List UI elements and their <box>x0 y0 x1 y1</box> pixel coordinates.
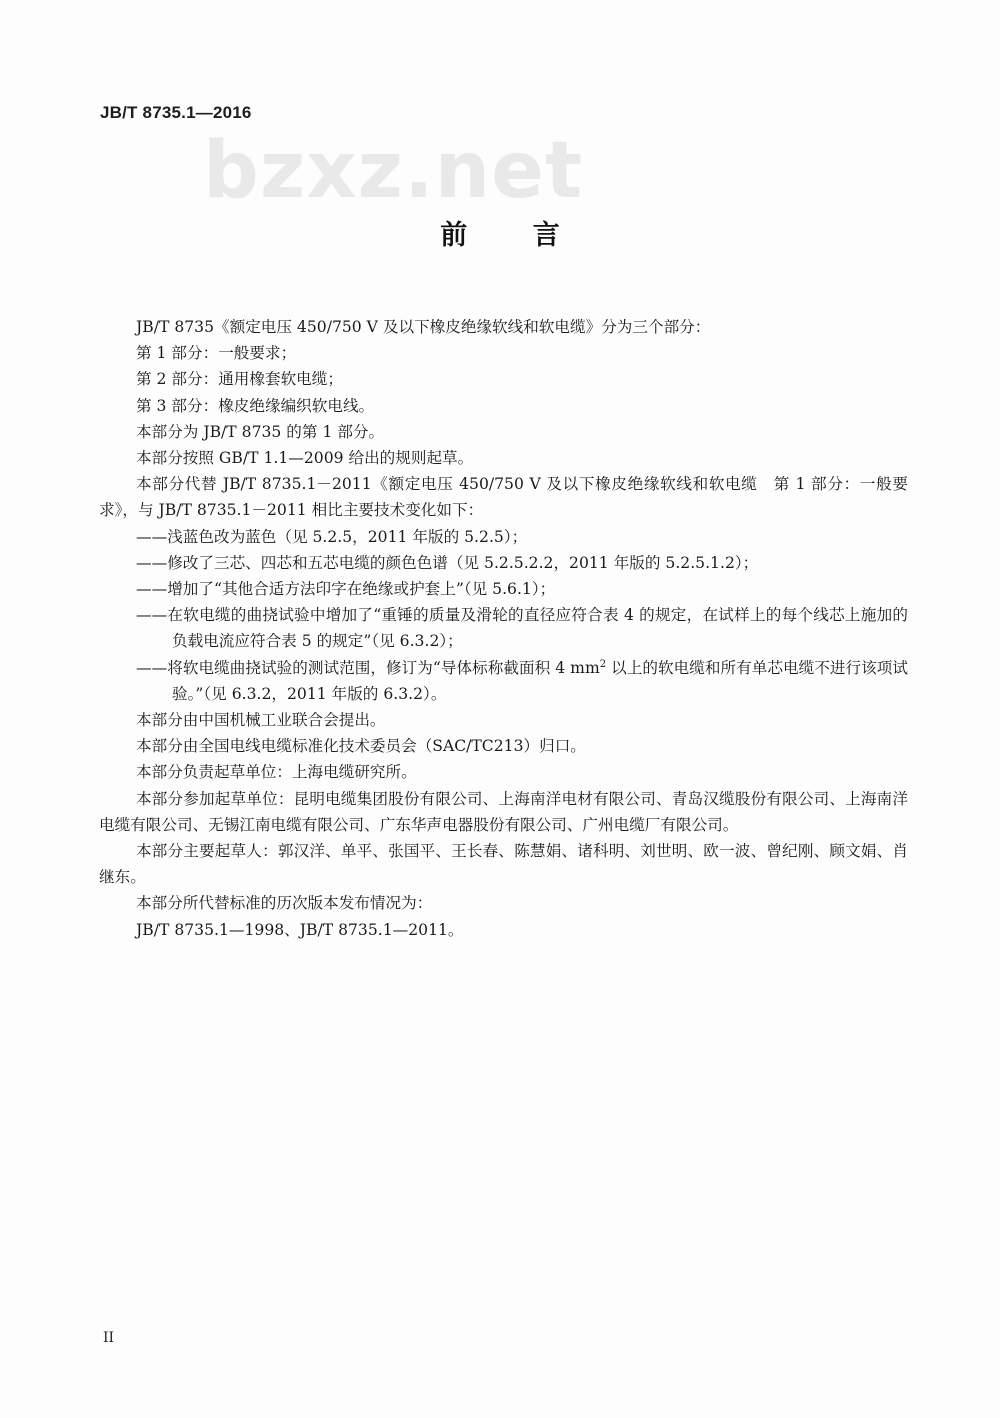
change-text: 增加了“其他合适方法印字在绝缘或护套上”（见 5.6.1）； <box>167 580 556 599</box>
paragraph-replaces: 本部分代替 JB/T 8735.1－2011《额定电压 450/750 V 及以下橡皮绝缘软线和软电缆 第 1 部分：一般要求》，与 JB/T 8735.1－2011 相比主要技术变化如下： <box>99 475 908 520</box>
paragraph-proposed-by: 本部分由中国机械工业联合会提出。 <box>136 711 386 730</box>
paragraph-history-intro: 本部分所代替标准的历次版本发布情况为： <box>136 894 433 913</box>
paragraph-lead-drafter: 本部分负责起草单位：上海电缆研究所。 <box>136 763 417 782</box>
paragraph-this-part: 本部分为 JB/T 8735 的第 1 部分。 <box>136 422 385 441</box>
dash-mark: —— <box>136 580 168 599</box>
paragraph-part2: 第 2 部分：通用橡套软电缆； <box>136 370 343 389</box>
change-item <box>136 655 908 707</box>
change-text: 在软电缆的曲挠试验中增加了“重锤的质量及滑轮的直径应符合表 4 的规定，在试样上的每个线芯上施加的负载电流应符合表 5 的规定”（见 6.3.2）； <box>167 606 908 651</box>
paragraph-participating-units: 本部分参加起草单位：昆明电缆集团股份有限公司、上海南洋电材有限公司、青岛汉缆股份有限公司、上海南洋电缆有限公司、无锡江南电缆有限公司、广东华声电器股份有限公司、广州电缆厂有限公司。 <box>99 789 908 834</box>
superscript: 2 <box>599 658 607 670</box>
dash-mark: —— <box>136 553 168 572</box>
paragraph-history-list: JB/T 8735.1—1998、JB/T 8735.1—2011。 <box>136 920 464 939</box>
paragraph-part1: 第 1 部分：一般要求； <box>136 344 297 363</box>
paragraph-main-drafters: 本部分主要起草人：郭汉洋、单平、张国平、王长春、陈慧娟、诸科明、刘世明、欧一波、曾纪刚、顾文娟、肖继东。 <box>99 842 908 887</box>
dash-mark: —— <box>136 606 168 625</box>
paragraph-intro: JB/T 8735《额定电压 450/750 V 及以下橡皮绝缘软线和软电缆》分为三个部分： <box>136 318 711 336</box>
change-text: 浅蓝色改为蓝色（见 5.2.5，2011 年版的 5.2.5）； <box>167 527 528 546</box>
change-text: 修改了三芯、四芯和五芯电缆的颜色色谱（见 5.2.5.2.2，2011 年版的 5.2.5.1.2）； <box>167 553 759 572</box>
page-title: 前 言 <box>440 220 588 251</box>
change-item <box>136 524 908 550</box>
watermark: bzxz.net <box>203 126 584 216</box>
change-item <box>136 602 908 654</box>
change-text-after: 以上的软电缆和所有单芯电缆不进行该项试验。”（见 6.3.2，2011 年版的 6.3.2）。 <box>172 658 908 703</box>
foreword-body <box>99 314 908 943</box>
page-number: II <box>103 1330 115 1346</box>
change-item <box>136 576 908 602</box>
dash-mark: —— <box>136 527 168 546</box>
change-text-before: 将软电缆曲挠试验的测试范围，修订为“导体标称截面积 4 mm <box>167 658 600 677</box>
dash-mark: —— <box>136 658 168 677</box>
standard-code: JB/T 8735.1—2016 <box>100 103 252 122</box>
paragraph-under-jurisdiction: 本部分由全国电线电缆标准化技术委员会（SAC/TC213）归口。 <box>136 737 586 756</box>
paragraph-drafting-rules: 本部分按照 GB/T 1.1—2009 给出的规则起草。 <box>136 449 474 468</box>
paragraph-part3: 第 3 部分：橡皮绝缘编织软电线。 <box>136 396 375 415</box>
change-item <box>136 550 908 576</box>
